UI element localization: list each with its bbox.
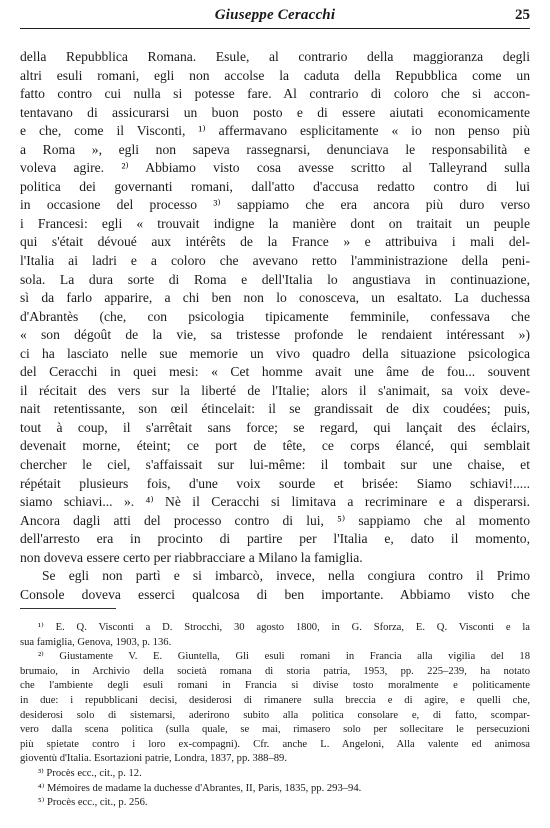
text-line: devenait morne, éteint; ce port de tête, ce corps élancé, qui semblait (20, 438, 530, 454)
footnote-line: vero dalla scena politica (sulla quale, se mai, rimasero solo per sollecitare le persecuzioni (20, 724, 530, 736)
text-line: voleva agire. ²⁾ Abbiamo visto cosa avesse scritto al Talleyrand sulla (20, 160, 530, 176)
footnote-line: che l'ambiente degli esuli romani in Francia si divise tosto moralmente e politicamente (20, 680, 530, 692)
footnote-line: in due: i repubblicani decisi, desiderosi di rimanere sulla breccia e di agire, e quelli che, (20, 694, 530, 706)
main-text (20, 48, 530, 604)
text-line: d'Abrantès (che, con psicologia tipicamente femminile, confessava che (20, 308, 530, 324)
text-line: Console doveva esserci qualcosa di ben importante. Abbiamo visto che (20, 586, 530, 602)
text-line: e che, come il Visconti, ¹⁾ affermavano esplicitamente « io non penso più (20, 123, 530, 139)
page-header (20, 4, 530, 29)
text-line: non doveva essere certo per riabbracciare a Milano la famiglia. (20, 549, 363, 565)
text-line: qui s'était dévoué aux intérêts de la France » e attribuiva i mali del- (20, 234, 530, 250)
text-line: sì da farlo apparire, a chi ben non lo conosceva, un esaltato. La duchessa (20, 290, 530, 306)
text-line: nait retentissante, son œil étincelait: il se grandissait de dix coudées; puis, (20, 401, 530, 417)
text-line: i Francesi: egli « trouvait indigne la manière dont on traitait un peuple (20, 215, 530, 231)
text-line: siamo schiavi... ». ⁴⁾ Nè il Ceracchi si limitava a recriminare e a disperarsi. (20, 494, 530, 510)
text-line: a Roma », egli non sapeva rassegnarsi, denunciava le responsabilità e (20, 141, 530, 157)
footnote-line: brumaio, in Archivio della società romana di storia patria, 1953, pp. 225–239, ha notato (20, 665, 530, 677)
text-line: il récitait des vers sur la liberté de l'Italie; alors il s'animait, sa voix deve- (20, 382, 530, 398)
running-title: Giuseppe Ceracchi (214, 7, 336, 23)
text-line: Ancora dagli atti del processo contro di lui, ⁵⁾ sappiamo che al momento (20, 512, 530, 528)
footnote-line: ⁴⁾ Mémoires de madame la duchesse d'Abrantes, II, Paris, 1835, pp. 293–94. (38, 782, 362, 794)
footnote-line: ¹⁾ E. Q. Visconti a D. Strocchi, 30 agosto 1800, in G. Sforza, E. Q. Visconti e la (38, 622, 530, 633)
text-line: politica dei governanti romani, dall'atto d'accusa redatto contro di lui (20, 178, 530, 194)
text-line: sola. La dura sorte di Roma e dell'Italia lo angustiava in continuazione, (20, 271, 530, 287)
footnotes (20, 621, 530, 811)
footnote-line: ⁵⁾ Procès ecc., cit., p. 256. (38, 797, 148, 809)
text-line: l'Italia ai ladri e a coloro che avevano retto l'amministrazione della peni- (20, 253, 530, 269)
text-line: in occasione del processo ³⁾ sappiamo che era ancora più duro verso (20, 197, 530, 213)
text-line: Se egli non partì e si imbarcò, invece, nella congiura contro il Primo (42, 568, 530, 584)
text-line: ci ha lasciato nelle sue memorie un vivo quadro della situazione psicologica (20, 345, 530, 361)
page-number: 25 (515, 7, 530, 23)
text-line: répétait plusieurs fois, d'une voix sourde et brisée: Siamo schiavi!..... (20, 475, 530, 491)
text-line: altri esuli romani, egli non accolse la caduta della Repubblica come un (20, 67, 530, 83)
footnote-line: gioventù d'Italia. Esortazioni patrie, Londra, 1837, pp. 388–89. (20, 753, 287, 765)
footnote-line: più spietate contro i loro ex-compagni). Cfr. anche L. Angeloni, Alla valente ed animosa (20, 738, 530, 750)
footnote-line: sua famiglia, Genova, 1903, p. 136. (20, 636, 172, 648)
footnote-line: ³⁾ Procès ecc., cit., p. 12. (38, 767, 142, 779)
text-line: « son dégoût de la vie, sa tristesse profonde le rendaient intéressant ») (20, 327, 530, 343)
footnote-line: ²⁾ Giustamente V. E. Giuntella, Gli esuli romani in Francia alla vigilia del 18 (38, 651, 530, 663)
text-line: del Ceracchi in quei mesi: « Cet homme avait une âme de fou... souvent (20, 364, 530, 380)
footnote-separator (20, 608, 116, 609)
text-line: fatto contro cui nulla si potesse fare. Al contrario di coloro che si accon- (20, 86, 530, 102)
text-line: chercher le ciel, s'affaissait sur lui-même: il tombait sur une chaise, et (20, 457, 530, 473)
text-line: dell'arresto era in procinto di partire per l'Italia e, dato il momento, (20, 531, 530, 547)
text-line: tout à coup, il s'arrêtait sans force; se regard, qui lançait des éclairs, (20, 419, 530, 435)
text-line: tentavano di assicurarsi un buon posto e di essere aiutati economicamente (20, 104, 530, 120)
text-line: della Repubblica Romana. Esule, al contrario della maggioranza degli (20, 49, 530, 64)
footnote-line: desiderosi solo di sistemarsi, aderirono subito alla politica consolare e, di fatto, scompar- (20, 709, 530, 721)
